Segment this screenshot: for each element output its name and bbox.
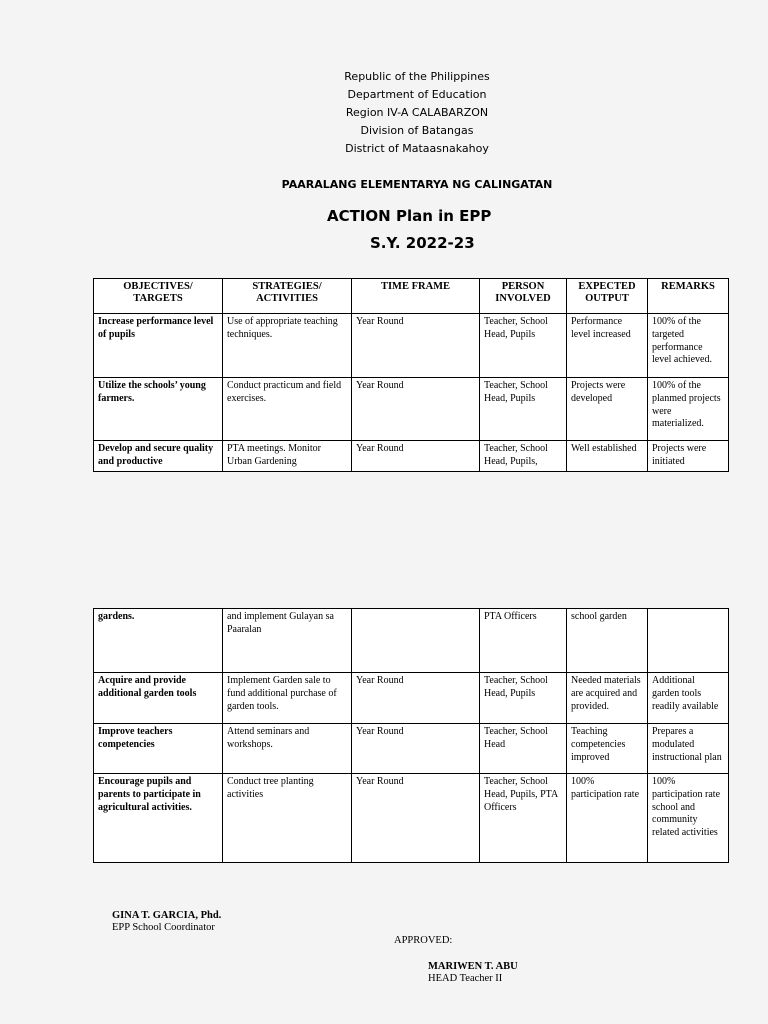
column-header: PERSON INVOLVED [480, 279, 567, 314]
table-row [94, 314, 729, 378]
remarks-cell: Additional garden tools readily available [648, 673, 729, 724]
output-cell: school garden [567, 609, 648, 673]
column-header: TIME FRAME [352, 279, 480, 314]
header-line-2: Department of Education [347, 88, 487, 101]
remarks-cell [648, 609, 729, 673]
table-row [94, 609, 729, 673]
document-title: ACTION Plan in EPP [327, 207, 492, 225]
table-row [94, 441, 729, 472]
objective-cell: Utilize the schools’ young farmers. [94, 378, 223, 441]
coordinator-title: EPP School Coordinator [112, 922, 215, 933]
header-line-1: Republic of the Philippines [344, 70, 490, 83]
header-line-4: Division of Batangas [360, 124, 474, 137]
time-frame-cell: Year Round [352, 378, 480, 441]
column-header: OBJECTIVES/ TARGETS [94, 279, 223, 314]
objective-cell: Increase performance level of pupils [94, 314, 223, 378]
column-header: EXPECTED OUTPUT [567, 279, 648, 314]
header-line-5: District of Mataasnakahoy [345, 142, 489, 155]
table-row [94, 774, 729, 863]
output-cell: Well established [567, 441, 648, 472]
remarks-cell: Prepares a modulated instructional plan [648, 724, 729, 774]
person-cell: Teacher, School Head, Pupils, [480, 441, 567, 472]
time-frame-cell: Year Round [352, 441, 480, 472]
time-frame-cell [352, 609, 480, 673]
column-header: STRATEGIES/ ACTIVITIES [223, 279, 352, 314]
table-header-row [94, 279, 729, 314]
strategy-cell: Conduct tree planting activities [223, 774, 352, 863]
time-frame-cell: Year Round [352, 774, 480, 863]
objective-cell: Encourage pupils and parents to participate in agricultural activities. [94, 774, 223, 863]
output-cell: 100% participation rate [567, 774, 648, 863]
head-title: HEAD Teacher II [428, 973, 503, 984]
person-cell: Teacher, School Head, Pupils [480, 378, 567, 441]
remarks-cell: 100% of the planmed projects were materialized. [648, 378, 729, 441]
table-row [94, 378, 729, 441]
person-cell: Teacher, School Head, Pupils [480, 673, 567, 724]
person-cell: Teacher, School Head, Pupils, PTA Officers [480, 774, 567, 863]
head-name: MARIWEN T. ABU [428, 961, 518, 972]
output-cell: Projects were developed [567, 378, 648, 441]
person-cell: Teacher, School Head [480, 724, 567, 774]
table-row [94, 673, 729, 724]
strategy-cell: Attend seminars and workshops. [223, 724, 352, 774]
strategy-cell: PTA meetings. Monitor Urban Gardening [223, 441, 352, 472]
objective-cell: Acquire and provide additional garden tools [94, 673, 223, 724]
person-cell: PTA Officers [480, 609, 567, 673]
strategy-cell: Use of appropriate teaching techniques. [223, 314, 352, 378]
strategy-cell: Conduct practicum and field exercises. [223, 378, 352, 441]
remarks-cell: 100% participation rate school and community related activities [648, 774, 729, 863]
output-cell: Performance level increased [567, 314, 648, 378]
action-plan-table-page-1 [93, 278, 729, 472]
coordinator-name: GINA T. GARCIA, Phd. [112, 910, 222, 921]
approved-label: APPROVED: [394, 935, 453, 946]
objective-cell: Develop and secure quality and productive [94, 441, 223, 472]
table-row [94, 724, 729, 774]
column-header: REMARKS [648, 279, 729, 314]
strategy-cell: Implement Garden sale to fund additional purchase of garden tools. [223, 673, 352, 724]
school-year: S.Y. 2022-23 [370, 234, 475, 252]
objective-cell: gardens. [94, 609, 223, 673]
time-frame-cell: Year Round [352, 724, 480, 774]
output-cell: Needed materials are acquired and provided. [567, 673, 648, 724]
remarks-cell: Projects were initiated [648, 441, 729, 472]
person-cell: Teacher, School Head, Pupils [480, 314, 567, 378]
strategy-cell: and implement Gulayan sa Paaralan [223, 609, 352, 673]
school-name: PAARALANG ELEMENTARYA NG CALINGATAN [281, 178, 553, 191]
time-frame-cell: Year Round [352, 673, 480, 724]
output-cell: Teaching competencies improved [567, 724, 648, 774]
header-line-3: Region IV-A CALABARZON [345, 106, 489, 119]
time-frame-cell: Year Round [352, 314, 480, 378]
remarks-cell: 100% of the targeted performance level achieved. [648, 314, 729, 378]
action-plan-table-page-2 [93, 608, 729, 863]
objective-cell: Improve teachers competencies [94, 724, 223, 774]
